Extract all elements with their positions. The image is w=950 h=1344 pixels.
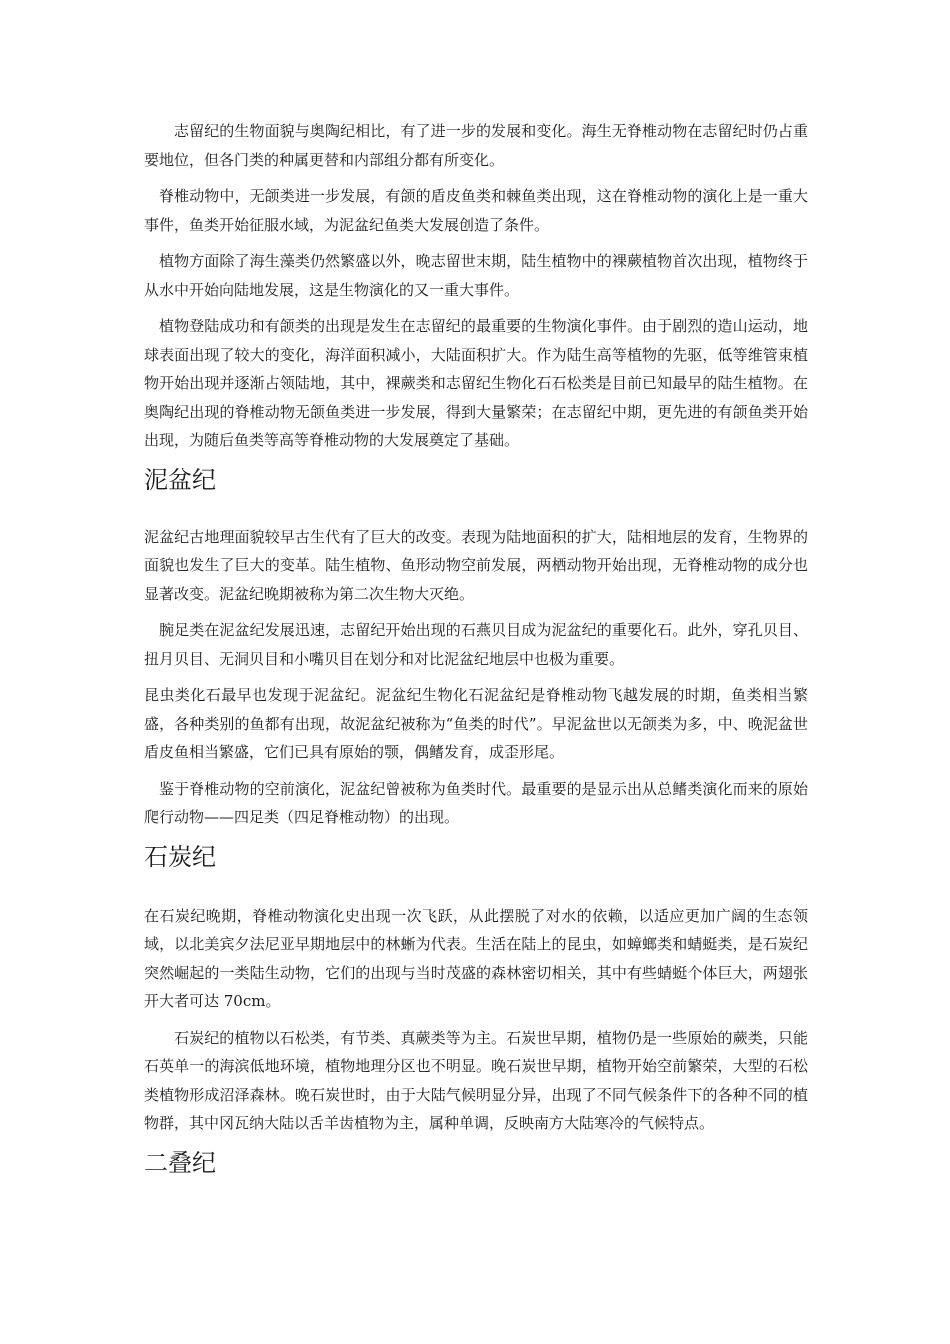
heading-carboniferous: 石炭纪	[144, 842, 216, 871]
paragraph-devonian-4: 鉴于脊椎动物的空前演化，泥盆纪曾被称为鱼类时代。最重要的是显示出从总鳍类演化而来的原始爬行动物——四足类（四足脊椎动物）的出现。	[144, 779, 808, 826]
heading-devonian: 泥盆纪	[144, 465, 216, 494]
paragraph-silurian-2: 脊椎动物中，无颌类进一步发展，有颌的盾皮鱼类和棘鱼类出现，这在脊椎动物的演化上是一重大事件，鱼类开始征服水域，为泥盆纪鱼类大发展创造了条件。	[144, 187, 808, 234]
paragraph-silurian-4: 植物登陆成功和有颌类的出现是发生在志留纪的最重要的生物演化事件。由于剧烈的造山运动，地球表面出现了较大的变化，海洋面积减小，大陆面积扩大。作为陆生高等植物的先驱，低等维管束植物开始出现并逐渐占领陆地，其中，裸蕨类和志留纪生物化石石松类是目前已知最早的陆生植物。在奥陶纪出现的脊椎动物无颌鱼类进一步发展，得到大量繁荣；在志留纪中期，更先进的有颌鱼类开始出现，为随后鱼类等高等脊椎动物的大发展奠定了基础。	[144, 317, 808, 449]
document-page	[144, 117, 808, 1180]
paragraph-devonian-2: 腕足类在泥盆纪发展迅速，志留纪开始出现的石燕贝目成为泥盆纪的重要化石。此外，穿孔贝目、扭月贝目、无洞贝目和小嘴贝目在划分和对比泥盆纪地层中也极为重要。	[144, 621, 808, 668]
paragraph-devonian-3: 昆虫类化石最早也发现于泥盆纪。泥盆纪生物化石泥盆纪是脊椎动物飞越发展的时期，鱼类相当繁盛，各种类别的鱼都有出现，故泥盆纪被称为“鱼类的时代”。早泥盆世以无颌类为多，中、晚泥盆世盾皮鱼相当繁盛，它们已具有原始的颚，偶鳍发育，成歪形尾。	[144, 686, 808, 761]
paragraph-carboniferous-1: 在石炭纪晚期，脊椎动物演化史出现一次飞跃，从此摆脱了对水的依赖，以适应更加广阔的生态领域，以北美宾夕法尼亚早期地层中的林蜥为代表。生活在陆上的昆虫，如蟑螂类和蜻蜓类，是石炭纪突然崛起的一类陆生动物，它们的出现与当时茂盛的森林密切相关，其中有些蜻蜓个体巨大，两翅张开大者可达 70cm。	[144, 906, 808, 1010]
paragraph-carboniferous-2: 石炭纪的植物以石松类，有节类、真蕨类等为主。石炭世早期，植物仍是一些原始的蕨类，只能石英单一的海滨低地环境，植物地理分区也不明显。晚石炭世早期，植物开始空前繁荣，大型的石松类植物形成沼泽森林。晚石炭世时，由于大陆气候明显分异，出现了不同气候条件下的各种不同的植物群，其中冈瓦纳大陆以舌羊齿植物为主，属种单调，反映南方大陆寒冷的气候特点。	[144, 1028, 808, 1132]
paragraph-silurian-3: 植物方面除了海生藻类仍然繁盛以外，晚志留世末期，陆生植物中的裸蕨植物首次出现，植物终于从水中开始向陆地发展，这是生物演化的又一重大事件。	[144, 252, 808, 299]
paragraph-devonian-1: 泥盆纪古地理面貌较早古生代有了巨大的改变。表现为陆地面积的扩大，陆相地层的发育，生物界的面貌也发生了巨大的变革。陆生植物、鱼形动物空前发展，两栖动物开始出现，无脊椎动物的成分也显著改变。泥盆纪晚期被称为第二次生物大灭绝。	[144, 527, 808, 603]
paragraph-silurian-1: 志留纪的生物面貌与奥陶纪相比，有了进一步的发展和变化。海生无脊椎动物在志留纪时仍占重要地位，但各门类的种属更替和内部组分都有所变化。	[144, 122, 808, 169]
heading-permian: 二叠纪	[144, 1148, 216, 1177]
